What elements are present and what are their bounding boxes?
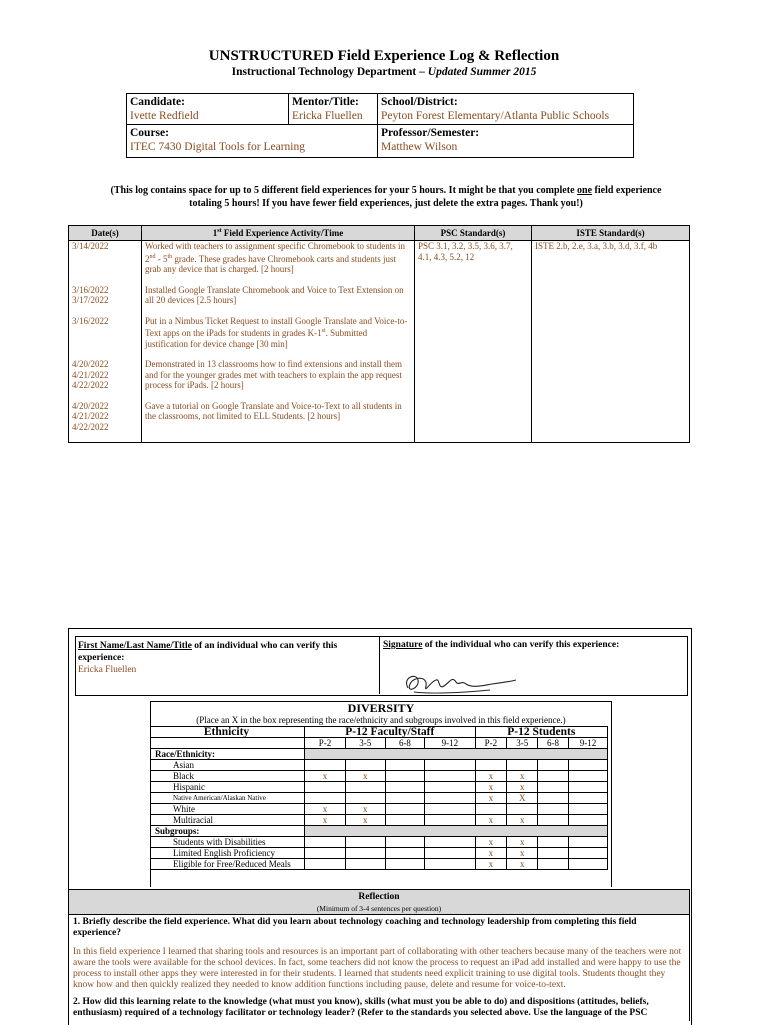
table-row [69, 241, 690, 275]
diversity-checkbox-cell[interactable] [425, 848, 475, 859]
diversity-row [151, 771, 608, 782]
grade-label: 9-12 [425, 738, 475, 749]
diversity-checkbox-cell[interactable]: x [507, 848, 538, 859]
grade-blank [151, 738, 305, 749]
diversity-checkbox-cell[interactable]: x [507, 771, 538, 782]
subgroups-heading-shade [305, 826, 608, 837]
diversity-checkbox-cell[interactable]: x [305, 815, 346, 826]
activity-header-text: Field Experience Activity/Time [221, 228, 344, 238]
entry-activity: Demonstrated in 13 classrooms how to find extensions and install them and for the younger grades met with teachers to explain the app request process for iPads. [2 hours] [142, 349, 415, 391]
diversity-row [151, 848, 608, 859]
activity-header-sup: st [217, 228, 222, 234]
note-underlined: one [577, 185, 593, 196]
course-cell [127, 125, 378, 158]
mentor-label: Mentor/Title: [292, 96, 359, 108]
document-title: UNSTRUCTURED Field Experience Log & Reflection [208, 48, 560, 64]
note-text-1: (This log contains space for up to 5 different field experiences for your 5 hours. It might be that you complete [110, 185, 578, 196]
ethnicity-header: Ethnicity [151, 727, 305, 738]
diversity-row-label: Multiracial [151, 815, 305, 826]
diversity-checkbox-cell[interactable] [425, 815, 475, 826]
field-experience-log-table [68, 225, 690, 443]
diversity-row-label: White [151, 804, 305, 815]
psc-standards: PSC 3.1, 3.2, 3.5, 3.6, 3.7, 4.1, 4.3, 5.2, 12 [415, 241, 532, 443]
diversity-checkbox-cell[interactable] [425, 760, 475, 771]
entry-dates: 3/16/2022 [69, 306, 142, 350]
col-iste-header: ISTE Standard(s) [532, 226, 690, 241]
diversity-checkbox-cell[interactable] [385, 837, 425, 848]
verifier-name-label: of an individual who can verify this experience: [78, 641, 338, 663]
diversity-checkbox-cell[interactable] [385, 848, 425, 859]
diversity-checkbox-cell[interactable] [425, 804, 475, 815]
diversity-checkbox-cell[interactable] [345, 793, 385, 804]
handwritten-signature-icon [400, 668, 520, 698]
diversity-instruction: (Place an X in the box representing the race/ethnicity and subgroups involved in this field experience.) [196, 715, 566, 725]
diversity-checkbox-cell[interactable] [425, 782, 475, 793]
candidate-value: Ivette Redfield [130, 110, 199, 122]
students-header: P-12 Students [475, 727, 607, 738]
school-cell [378, 94, 634, 125]
diversity-checkbox-cell[interactable] [345, 760, 385, 771]
diversity-checkbox-cell[interactable] [568, 760, 607, 771]
entry-activity: Worked with teachers to assignment specific Chromebook to students in 2nd - 5th grade. These grades have Chromebook carts and students just grab any device that is charged. [2 hours] [142, 241, 415, 275]
diversity-checkbox-cell[interactable]: x [475, 837, 507, 848]
diversity-checkbox-cell[interactable] [305, 848, 346, 859]
diversity-checkbox-cell[interactable] [345, 848, 385, 859]
diversity-title: DIVERSITY [347, 701, 415, 715]
diversity-checkbox-cell[interactable] [568, 815, 607, 826]
diversity-row-label: Eligible for Free/Reduced Meals [151, 859, 305, 870]
diversity-checkbox-cell[interactable]: x [507, 837, 538, 848]
reflection-section [68, 889, 690, 1021]
mentor-value: Ericka Fluellen [292, 110, 363, 122]
diversity-checkbox-cell[interactable] [385, 815, 425, 826]
school-label: School/District: [381, 96, 458, 108]
diversity-checkbox-cell[interactable] [385, 760, 425, 771]
grade-label: 9-12 [568, 738, 607, 749]
diversity-checkbox-cell[interactable] [568, 837, 607, 848]
diversity-checkbox-cell[interactable] [425, 771, 475, 782]
diversity-checkbox-cell[interactable]: x [475, 848, 507, 859]
entry-dates: 4/20/2022 4/21/2022 4/22/2022 [69, 349, 142, 391]
diversity-checkbox-cell[interactable] [425, 793, 475, 804]
diversity-checkbox-cell[interactable]: x [475, 793, 507, 804]
col-dates-header: Date(s) [69, 226, 142, 241]
entry-activity: Installed Google Translate Chromebook and Voice to Text Extension on all 20 devices [2.5 hours] [142, 275, 415, 306]
diversity-row-label: Limited English Proficiency [151, 848, 305, 859]
diversity-checkbox-cell[interactable] [538, 859, 569, 870]
course-value: ITEC 7430 Digital Tools for Learning [130, 141, 305, 153]
grade-label: 3-5 [507, 738, 538, 749]
signature-label-underlined: Signature [383, 640, 423, 650]
candidate-label: Candidate: [130, 96, 185, 108]
diversity-checkbox-cell[interactable]: x [345, 771, 385, 782]
diversity-checkbox-cell[interactable] [305, 859, 346, 870]
diversity-checkbox-cell[interactable]: x [345, 815, 385, 826]
col-activity-header [142, 226, 415, 241]
candidate-info-table [126, 93, 634, 158]
diversity-checkbox-cell[interactable]: x [475, 771, 507, 782]
diversity-checkbox-cell[interactable] [305, 837, 346, 848]
iste-standards: ISTE 2.b, 2.e, 3.a, 3.b, 3.d, 3.f, 4b [532, 241, 690, 443]
diversity-checkbox-cell[interactable] [305, 782, 346, 793]
note-text-2: field experience totaling 5 hours! If you have fewer field experiences, just delete the extra pages. Thank you!) [189, 185, 662, 209]
diversity-checkbox-cell[interactable] [568, 804, 607, 815]
col-psc-header: PSC Standard(s) [415, 226, 532, 241]
activity-header-num: 1 [212, 228, 218, 238]
diversity-checkbox-cell[interactable] [345, 837, 385, 848]
instructions-note [96, 184, 676, 210]
school-value: Peyton Forest Elementary/Atlanta Public Schools [381, 110, 610, 122]
reflection-question-1: 1. Briefly describe the field experience. What did you learn about technology coaching and technology leadership from completing this field experience? [68, 915, 690, 941]
subgroups-heading: Subgroups: [151, 826, 305, 837]
diversity-checkbox-cell[interactable] [305, 793, 346, 804]
signature-label-block [383, 640, 683, 650]
verifier-name-label-underlined: First Name/Last Name/Title [78, 641, 192, 651]
subtitle-department: Instructional Technology Department – [231, 66, 428, 78]
subtitle-updated: Updated Summer 2015 [427, 66, 537, 78]
diversity-checkbox-cell[interactable] [568, 793, 607, 804]
reflection-heading [68, 889, 690, 915]
entry-dates: 3/16/2022 3/17/2022 [69, 275, 142, 306]
verifier-name-block [78, 640, 381, 676]
diversity-checkbox-cell[interactable]: x [345, 804, 385, 815]
diversity-table [150, 726, 608, 870]
diversity-checkbox-cell[interactable] [568, 859, 607, 870]
diversity-checkbox-cell[interactable] [385, 782, 425, 793]
reflection-title: Reflection [358, 892, 400, 902]
diversity-row-label: Native American/Alaskan Native [151, 793, 305, 804]
diversity-checkbox-cell[interactable] [425, 837, 475, 848]
candidate-cell [127, 94, 289, 125]
diversity-row-label: Asian [151, 760, 305, 771]
diversity-checkbox-cell[interactable] [538, 793, 569, 804]
diversity-checkbox-cell[interactable]: x [507, 859, 538, 870]
diversity-row [151, 859, 608, 870]
reflection-answer-1: In this field experience I learned that sharing tools and resources is an important part of collaborating with other teachers because many of the teachers were not aware the tools were available for the school devices. In fact, some teachers did not know the process to request an iPad add installed and were happy to use the process to install other apps they were interested in for their students. I learned that students need explicit training to use digital tools. Students thought they know how and then quickly realized they needed to know addition functions including pause, delete and resume for voice-to-text. [68, 941, 690, 995]
diversity-checkbox-cell[interactable] [425, 859, 475, 870]
diversity-row-label: Hispanic [151, 782, 305, 793]
diversity-checkbox-cell[interactable] [475, 804, 507, 815]
mentor-cell [289, 94, 378, 125]
diversity-checkbox-cell[interactable] [385, 771, 425, 782]
diversity-checkbox-cell[interactable] [538, 804, 569, 815]
diversity-checkbox-cell[interactable] [538, 771, 569, 782]
grade-label: 6-8 [385, 738, 425, 749]
grade-label: 3-5 [345, 738, 385, 749]
entry-activity: Gave a tutorial on Google Translate and Voice-to-Text to all students in the classrooms, not limited to ELL Students. [2 hours] [142, 391, 415, 443]
diversity-checkbox-cell[interactable]: X [507, 793, 538, 804]
verifier-name-value: Ericka Fluellen [78, 665, 137, 675]
diversity-checkbox-cell[interactable] [538, 760, 569, 771]
diversity-checkbox-cell[interactable] [345, 859, 385, 870]
diversity-row [151, 793, 608, 804]
diversity-row [151, 760, 608, 771]
signature-label: of the individual who can verify this experience: [422, 640, 620, 650]
diversity-checkbox-cell[interactable]: x [475, 815, 507, 826]
diversity-checkbox-cell[interactable] [345, 782, 385, 793]
grade-label: 6-8 [538, 738, 569, 749]
diversity-checkbox-cell[interactable] [568, 782, 607, 793]
professor-value: Matthew Wilson [381, 141, 458, 153]
entry-dates: 4/20/2022 4/21/2022 4/22/2022 [69, 391, 142, 443]
diversity-checkbox-cell[interactable] [305, 760, 346, 771]
grade-label: P-2 [305, 738, 346, 749]
reflection-minimum: (Minimum of 3-4 sentences per question) [316, 904, 442, 913]
diversity-checkbox-cell[interactable]: x [475, 782, 507, 793]
diversity-checkbox-cell[interactable] [507, 804, 538, 815]
diversity-checkbox-cell[interactable] [538, 848, 569, 859]
document-subtitle [0, 66, 768, 78]
diversity-row-label: Students with Disabilities [151, 837, 305, 848]
entry-dates: 3/14/2022 [69, 241, 142, 275]
diversity-checkbox-cell[interactable] [475, 760, 507, 771]
diversity-checkbox-cell[interactable]: x [305, 771, 346, 782]
diversity-checkbox-cell[interactable] [385, 859, 425, 870]
race-heading-shade [305, 749, 608, 760]
diversity-row [151, 804, 608, 815]
diversity-checkbox-cell[interactable] [568, 771, 607, 782]
diversity-checkbox-cell[interactable] [385, 804, 425, 815]
diversity-row [151, 782, 608, 793]
professor-label: Professor/Semester: [381, 127, 480, 139]
diversity-checkbox-cell[interactable]: x [305, 804, 346, 815]
reflection-question-2: 2. How did this learning relate to the knowledge (what must you know), skills (what must you be able to do) and dispositions (attitudes, beliefs, enthusiasm) required of a technology facilitator or technology leader? (Refer to the standards you selected above. Use the language of the PSC [68, 995, 690, 1021]
professor-cell [378, 125, 634, 158]
diversity-row [151, 837, 608, 848]
diversity-checkbox-cell[interactable] [538, 782, 569, 793]
diversity-checkbox-cell[interactable]: x [475, 859, 507, 870]
diversity-checkbox-cell[interactable]: x [507, 815, 538, 826]
diversity-row [151, 815, 608, 826]
grade-label: P-2 [475, 738, 507, 749]
diversity-checkbox-cell[interactable] [385, 793, 425, 804]
diversity-checkbox-cell[interactable] [538, 837, 569, 848]
entry-activity: Put in a Nimbus Ticket Request to install Google Translate and Voice-to-Text apps on the iPads for students in grades K-1st. Submitted justification for device change [30 min] [142, 306, 415, 350]
diversity-checkbox-cell[interactable] [568, 848, 607, 859]
diversity-checkbox-cell[interactable] [538, 815, 569, 826]
course-label: Course: [130, 127, 169, 139]
faculty-header: P-12 Faculty/Staff [305, 727, 476, 738]
diversity-checkbox-cell[interactable] [507, 760, 538, 771]
diversity-row-label: Black [151, 771, 305, 782]
race-heading: Race/Ethnicity: [151, 749, 305, 760]
diversity-checkbox-cell[interactable]: x [507, 782, 538, 793]
